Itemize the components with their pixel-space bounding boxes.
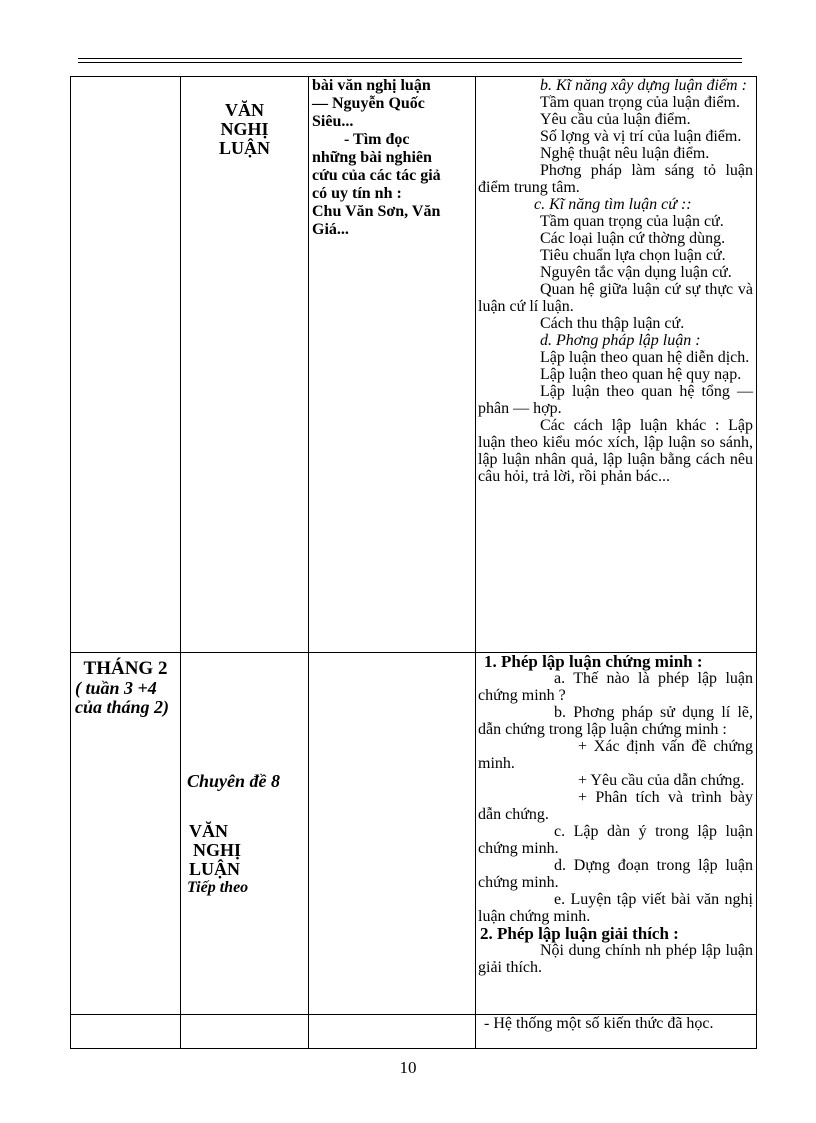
header-rule-thin: [78, 62, 742, 63]
list-item: Lập luận theo quan hệ quy nạp.: [540, 366, 742, 383]
ref-line: bài văn nghị luận: [312, 77, 431, 94]
section-heading: d. Phơng pháp lập luận :: [540, 332, 701, 349]
month-cell: [71, 653, 181, 1015]
topic-line: LUẬN: [218, 138, 270, 158]
list-item: Quan hệ giữa luận cứ sự thực và luận cứ lí luận.: [478, 281, 753, 315]
weeks-label: ( tuần 3 +4 của tháng 2): [75, 678, 170, 717]
ref-line: - Tìm đọc: [344, 131, 410, 148]
list-item: a. Thế nào là phép lập luận chứng minh ?: [478, 670, 753, 704]
list-item: Nghệ thuật nêu luận điểm.: [540, 145, 710, 162]
topic-line: LUẬN: [189, 859, 241, 879]
references-cell: [309, 1015, 476, 1049]
list-item: Phơng pháp làm sáng tỏ luận điểm trung tâm.: [478, 162, 753, 196]
section-heading: 1. Phép lập luận chứng minh :: [484, 652, 703, 671]
list-item: Nguyên tắc vận dụng luận cứ.: [540, 264, 732, 281]
page-number: 10: [399, 1058, 417, 1077]
table-row: [71, 653, 757, 1015]
topic-line: VĂN: [189, 821, 228, 841]
list-item: c. Lập dàn ý trong lập luận chứng minh.: [478, 823, 753, 857]
content-cell: [476, 77, 757, 653]
list-item: - Hệ thống một số kiến thức đã học.: [484, 1015, 714, 1032]
topic-cell: [181, 653, 309, 1015]
section-heading: 2. Phép lập luận giải thích :: [480, 924, 679, 943]
ref-line: Siêu...: [312, 113, 354, 130]
topic-cell: [181, 77, 309, 653]
list-item: + Phân tích và trình bày dẫn chứng.: [478, 789, 753, 823]
continued-label: Tiếp theo: [187, 879, 249, 896]
ref-line: Chu Văn Sơn, Văn: [312, 203, 441, 220]
month-cell: [71, 1015, 181, 1049]
references-cell: [309, 653, 476, 1015]
section-heading: b. Kĩ năng xây dựng luận điểm :: [540, 77, 747, 94]
list-item: Các cách lập luận khác : Lập luận theo kiểu móc xích, lập luận so sánh, lập luận nhân quả, lập luận bằng cách nêu câu hỏi, trả lời, rồi phản bác...: [478, 417, 753, 485]
curriculum-table: [70, 76, 757, 1049]
topic-cell: [181, 1015, 309, 1049]
ref-line: cứu của các tác giả: [312, 167, 441, 184]
list-item: e. Luyện tập viết bài văn nghị luận chứng minh.: [478, 891, 753, 925]
list-item: Các loại luận cứ thờng dùng.: [540, 230, 726, 247]
ref-line: Giá...: [312, 221, 349, 238]
list-item: Tầm quan trọng của luận điểm.: [540, 94, 740, 111]
ref-line: những bài nghiên: [312, 149, 432, 166]
list-item: Số lợng và vị trí của luận điểm.: [540, 128, 742, 145]
table-row: [71, 1015, 757, 1049]
list-item: d. Dựng đoạn trong lập luận chứng minh.: [478, 857, 753, 891]
list-item: Tầm quan trọng của luận cứ.: [540, 213, 724, 230]
content-cell: [476, 1015, 757, 1049]
list-item: + Yêu cầu của dẫn chứng.: [578, 772, 745, 789]
list-item: Nội dung chính nh phép lập luận giải thích.: [478, 942, 753, 976]
content-cell: [476, 653, 757, 1015]
table-row: [71, 77, 757, 653]
section-heading: c. Kĩ năng tìm luận cứ ::: [534, 196, 692, 213]
topic-line: NGHỊ: [220, 119, 269, 139]
header-rule: [78, 58, 742, 59]
references-cell: [309, 77, 476, 653]
list-item: Yêu cầu của luận điểm.: [540, 111, 691, 128]
topic-line: VĂN: [225, 100, 264, 120]
topic-label: Chuyên đề 8: [187, 771, 281, 791]
list-item: Tiêu chuẩn lựa chọn luận cứ.: [540, 247, 726, 264]
month-label: THÁNG 2: [83, 658, 168, 679]
list-item: + Xác định vấn đề chứng minh.: [478, 738, 753, 772]
list-item: Cách thu thập luận cứ.: [540, 315, 685, 332]
ref-line: có uy tín nh :: [312, 185, 402, 202]
ref-line: — Nguyễn Quốc: [312, 95, 425, 112]
topic-line: NGHỊ: [193, 840, 242, 860]
list-item: b. Phơng pháp sử dụng lí lẽ, dẫn chứng trong lập luận chứng minh :: [478, 704, 753, 738]
month-cell: [71, 77, 181, 653]
list-item: Lập luận theo quan hệ diễn dịch.: [540, 349, 750, 366]
list-item: Lập luận theo quan hệ tổng — phân — hợp.: [478, 383, 753, 417]
